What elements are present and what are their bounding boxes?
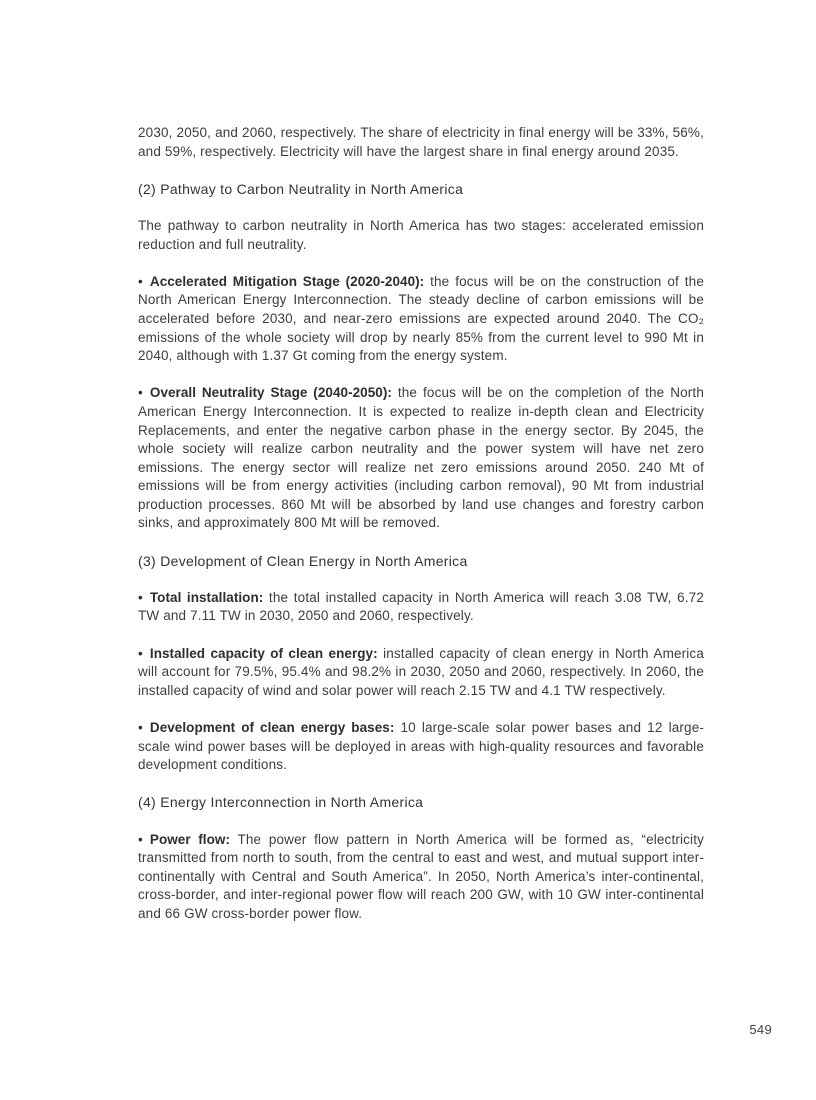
bullet-text: the focus will be on the construction of the North American Energy Interconnection. The steady decline of carbon emissions will be accelerated before 2030, and near-zero emissions are expected around 2040. The CO₂ emissions of the whole society will drop by nearly 85% from the current level to 990 Mt in 2040, although with 1.37 Gt coming from the energy system. — [138, 273, 704, 364]
bullet-item — [138, 645, 704, 701]
bullet-item — [138, 589, 704, 626]
bullet-text: 10 large-scale solar power bases and 12 large-scale wind power bases will be deployed in areas with high-quality resources and favorable development conditions. — [138, 720, 704, 773]
section-heading: (2) Pathway to Carbon Neutrality in North America — [138, 180, 464, 197]
bullet-lead: Power flow: — [149, 831, 230, 847]
bullet-lead: Total installation: — [149, 589, 264, 605]
bullet-icon: • — [138, 273, 143, 289]
bullet-text: installed capacity of clean energy in North America will account for 79.5%, 95.4% and 98.2% in 2030, 2050 and 2060, respectively. In 2060, the installed capacity of wind and solar power will reach 2.15 TW and 4.1 TW respectively. — [138, 645, 704, 698]
bullet-item — [138, 719, 704, 775]
section-heading: (4) Energy Interconnection in North America — [138, 794, 424, 811]
bullet-lead: Overall Neutrality Stage (2040-2050): — [149, 385, 392, 401]
bullet-icon: • — [138, 645, 143, 661]
bullet-item — [138, 831, 704, 924]
bullet-icon: • — [138, 831, 143, 847]
bullet-icon: • — [138, 385, 143, 401]
bullet-item — [138, 384, 704, 533]
text-column — [138, 124, 704, 942]
bullet-icon: • — [138, 720, 143, 735]
bullet-text: the total installed capacity in North America will reach 3.08 TW, 6.72 TW and 7.11 TW in 2030, 2050 and 2060, respectively. — [138, 589, 704, 624]
bullet-icon: • — [138, 589, 143, 605]
paragraph: 2030, 2050, and 2060, respectively. The share of electricity in final energy will be 33%, 56%, and 59%, respectively. Electricity will have the largest share in final energy around 2035. — [138, 125, 704, 159]
bullet-lead: Accelerated Mitigation Stage (2020-2040): — [149, 273, 425, 289]
bullet-lead: Development of clean energy bases: — [149, 720, 395, 735]
page-number: 549 — [749, 1022, 772, 1037]
bullet-lead: Installed capacity of clean energy: — [149, 645, 378, 661]
bullet-item — [138, 273, 704, 366]
paragraph: The pathway to carbon neutrality in North America has two stages: accelerated emission reduction and full neutrality. — [138, 217, 704, 252]
bullet-text: the focus will be on the completion of the North American Energy Interconnection. It is expected to realize in-depth clean and Electricity Replacements, and enter the negative carbon phase in the energy sector. By 2045, the whole society will realize carbon neutrality and the power system will have net zero emissions. The energy sector will realize net zero emissions around 2050. 240 Mt of emissions will be from energy activities (including carbon removal), 90 Mt from industrial production processes. 860 Mt will be absorbed by land use changes and forestry carbon sinks, and approximately 800 Mt will be removed. — [138, 385, 704, 531]
section-heading: (3) Development of Clean Energy in North America — [138, 552, 468, 569]
bullet-text: The power flow pattern in North America will be formed as, “electricity transmitted from north to south, from the central to east and west, and mutual support inter-continentally with Central and South America”. In 2050, North America’s inter-continental, cross-border, and inter-regional power flow will reach 200 GW, with 10 GW inter-continental and 66 GW cross-border power flow. — [138, 831, 704, 921]
